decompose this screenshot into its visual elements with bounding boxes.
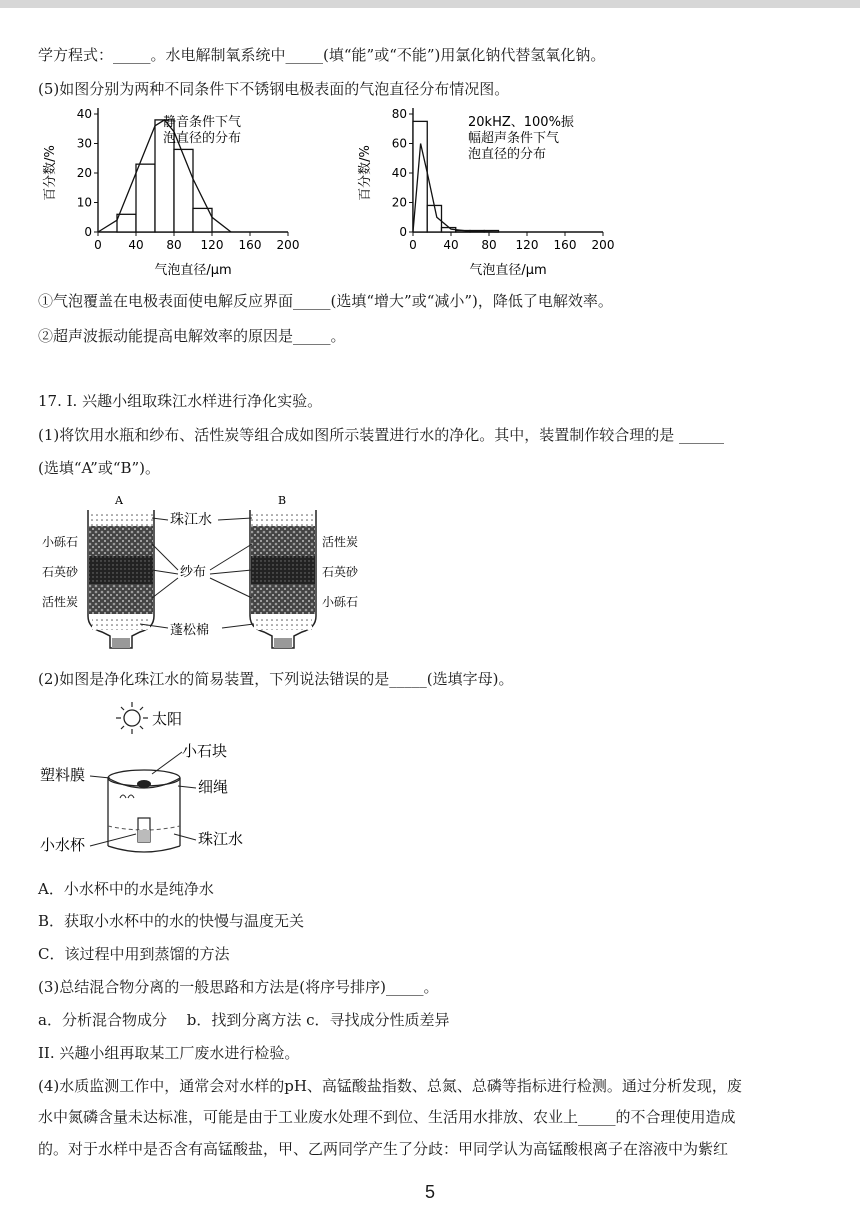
cup-label: 小水杯 <box>40 836 86 854</box>
y-tick-label: 80 <box>391 107 407 121</box>
stone-label: 小石块 <box>182 742 228 760</box>
question-17-title: 17. I. 兴趣小组取珠江水样进行净化实验。 <box>38 392 323 410</box>
b-layer-2: 石英砂 <box>322 565 359 579</box>
question-17-part3-options: a．分析混合物成分 b．找到分离方法 c．寻找成分性质差异 <box>38 1011 450 1029</box>
option-a: A．小水杯中的水是纯净水 <box>38 880 214 898</box>
x-tick-label: 0 <box>94 238 102 252</box>
x-tick-label: 80 <box>481 238 497 252</box>
question-17-part4-line1: (4)水质监测工作中，通常会对水样的pH、高锰酸盐指数、总氮、总磷等指标进行检测。通过分析发现，废 <box>38 1077 742 1095</box>
a-layer-2: 石英砂 <box>42 565 79 579</box>
a-layer-3: 活性炭 <box>42 595 79 609</box>
x-tick-label: 0 <box>409 238 417 252</box>
river-water-label: 珠江水 <box>198 830 244 848</box>
x-axis-label: 气泡直径/μm <box>469 263 547 278</box>
x-tick-label: 80 <box>166 238 182 252</box>
chart-ultrasonic-condition <box>355 100 635 289</box>
histogram-bar <box>136 164 155 232</box>
filter-bottles-figure <box>40 488 380 662</box>
sun-icon <box>116 702 148 734</box>
histogram-bar <box>413 121 427 232</box>
chart-title-line: 20kHZ、100%振 <box>468 115 574 130</box>
chart-title-line: 幅超声条件下气 <box>468 131 560 146</box>
y-tick-label: 20 <box>76 166 92 180</box>
film-label: 塑料膜 <box>40 766 86 784</box>
question-17-part1-line2: (选填“A”或“B”)。 <box>38 459 161 477</box>
question-17-part4-line3: 的。对于水样中是否含有高锰酸盐，甲、乙两同学产生了分歧：甲同学认为高锰酸根离子在溶液中为紫红 <box>38 1140 729 1158</box>
top-scan-edge <box>0 0 860 8</box>
y-axis-label: 百分数/% <box>43 145 58 201</box>
question-17-part2: (2)如图是净化珠江水的简易装置，下列说法错误的是_____(选填字母)。 <box>38 670 514 688</box>
chart-quiet-svg <box>40 100 320 285</box>
sun-label: 太阳 <box>152 710 183 728</box>
question-17-part-ii: II. 兴趣小组再取某工厂废水进行检验。 <box>38 1044 300 1062</box>
histogram-bar <box>117 214 136 232</box>
y-tick-label: 40 <box>76 107 92 121</box>
chart-title-line: 泡直径的分布 <box>468 147 547 162</box>
x-tick-label: 160 <box>553 238 577 252</box>
histogram-bar <box>174 149 193 232</box>
rope-label: 细绳 <box>198 778 229 796</box>
x-tick-label: 40 <box>443 238 459 252</box>
question-17-part1-line1: (1)将饮用水瓶和纱布、活性炭等组合成如图所示装置进行水的净化。其中，装置制作较合理的是 ______ <box>38 426 725 444</box>
x-tick-label: 40 <box>128 238 144 252</box>
option-b: B．获取小水杯中的水的快慢与温度无关 <box>38 912 305 930</box>
y-tick-label: 20 <box>391 195 407 210</box>
chart-title-line: 泡直径的分布 <box>163 131 242 146</box>
y-tick-label: 10 <box>76 195 92 210</box>
bottle-a-label: A <box>115 494 123 507</box>
question-17-part4-line2: 水中氮磷含量未达标准，可能是由于工业废水处理不到位、生活用水排放、农业上_____的不合理使用造成 <box>38 1108 736 1126</box>
a-layer-1: 小砾石 <box>42 535 79 549</box>
x-axis-label: 气泡直径/μm <box>154 263 232 278</box>
bottle-a <box>88 510 154 648</box>
y-axis-label: 百分数/% <box>358 145 373 201</box>
x-tick-label: 160 <box>238 238 262 252</box>
x-tick-label: 120 <box>515 238 539 252</box>
question-17-part3: (3)总结混合物分离的一般思路和方法是(将序号排序)_____。 <box>38 978 439 996</box>
question-5-sub2: ②超声波振动能提高电解效率的原因是_____。 <box>38 327 346 345</box>
b-layer-3: 小砾石 <box>322 595 359 609</box>
y-tick-label: 60 <box>391 136 407 151</box>
option-c: C．该过程中用到蒸馏的方法 <box>38 945 230 963</box>
basin <box>108 770 180 852</box>
chart-ultrasonic-svg <box>355 100 635 285</box>
y-tick-label: 40 <box>391 166 407 180</box>
solar-still-figure <box>40 698 340 872</box>
gauze-label: 纱布 <box>180 565 207 580</box>
b-layer-1: 活性炭 <box>322 535 359 549</box>
question-16-equation-line: 学方程式：_____。水电解制氧系统中_____(填“能”或“不能”)用氯化钠代替氢氧化钠。 <box>38 46 606 64</box>
y-tick-label: 0 <box>399 225 407 239</box>
chart-quiet-condition <box>40 100 320 289</box>
bottle-b <box>250 510 316 648</box>
water-label: 珠江水 <box>170 512 212 528</box>
bottle-b-label: B <box>278 494 287 507</box>
x-tick-label: 200 <box>591 238 615 252</box>
question-16-part5-intro: (5)如图分别为两种不同条件下不锈钢电极表面的气泡直径分布情况图。 <box>38 80 510 98</box>
page-number: 5 <box>424 1182 435 1202</box>
x-tick-label: 120 <box>200 238 224 252</box>
question-5-sub1: ①气泡覆盖在电极表面使电解反应界面_____(选填“增大”或“减小”)，降低了电解效率。 <box>38 292 613 310</box>
cotton-label: 蓬松棉 <box>170 623 210 638</box>
x-tick-label: 200 <box>276 238 300 252</box>
chart-title-line: 静音条件下气 <box>163 115 242 130</box>
y-tick-label: 30 <box>76 136 92 151</box>
y-tick-label: 0 <box>84 225 92 239</box>
